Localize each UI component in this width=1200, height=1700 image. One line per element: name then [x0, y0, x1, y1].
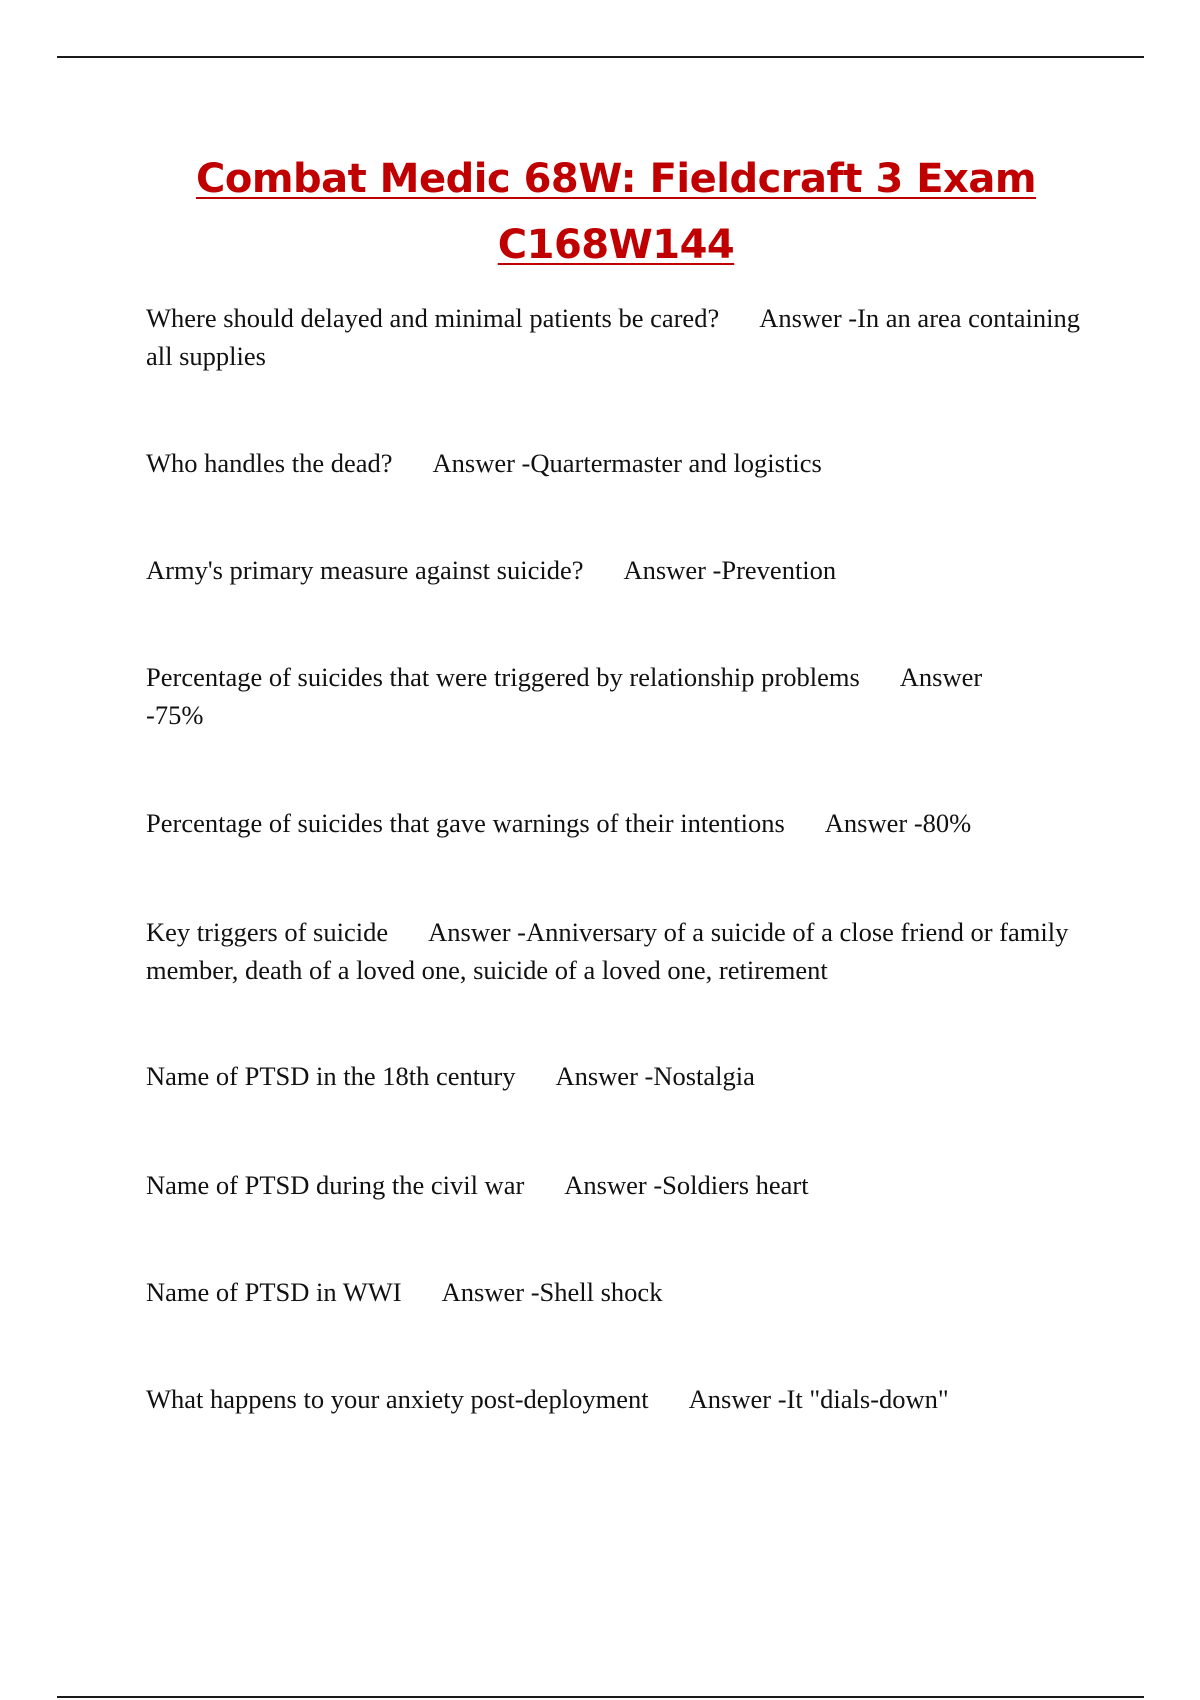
answer-6: Answer -Anniversary of a suicide of a close friend or family member, death of a loved one, suicide of a loved one, retirement: [146, 917, 1069, 985]
qa-item-2: [146, 444, 1091, 482]
answer-3: Answer -Prevention: [623, 555, 837, 585]
question-10: What happens to your anxiety post-deployment: [146, 1384, 649, 1414]
qa-item-6: [146, 913, 1091, 989]
title-line-2: C168W144: [497, 222, 735, 268]
question-1: Where should delayed and minimal patients be cared?: [146, 303, 720, 333]
question-8: Name of PTSD during the civil war: [146, 1170, 525, 1200]
header-rule: [57, 56, 1144, 58]
qa-item-9: [146, 1273, 1091, 1311]
page-title: [0, 146, 1200, 278]
answer-4: Answer -75%: [146, 662, 983, 730]
qa-item-7: [146, 1057, 1091, 1095]
question-6: Key triggers of suicide: [146, 917, 389, 947]
question-2: Who handles the dead?: [146, 448, 393, 478]
answer-5: Answer -80%: [824, 808, 972, 838]
question-4: Percentage of suicides that were triggered by relationship problems: [146, 662, 860, 692]
qa-item-10: [146, 1380, 1091, 1418]
qa-item-1: [146, 299, 1091, 375]
question-9: Name of PTSD in WWI: [146, 1277, 402, 1307]
answer-8: Answer -Soldiers heart: [564, 1170, 809, 1200]
qa-item-8: [146, 1166, 1091, 1204]
answer-7: Answer -Nostalgia: [555, 1061, 755, 1091]
question-7: Name of PTSD in the 18th century: [146, 1061, 516, 1091]
answer-2: Answer -Quartermaster and logistics: [432, 448, 822, 478]
question-3: Army's primary measure against suicide?: [146, 555, 584, 585]
answer-9: Answer -Shell shock: [441, 1277, 663, 1307]
title-line-1: Combat Medic 68W: Fieldcraft 3 Exam: [195, 156, 1037, 202]
qa-item-5: [146, 804, 1106, 842]
answer-1: Answer -In an area containing all supplies: [146, 303, 1081, 371]
qa-item-3: [146, 551, 1091, 589]
qa-item-4: [146, 658, 1006, 734]
question-5: Percentage of suicides that gave warnings of their intentions: [146, 808, 785, 838]
answer-10: Answer -It "dials-down": [688, 1384, 949, 1414]
footer-rule: [57, 1696, 1144, 1698]
